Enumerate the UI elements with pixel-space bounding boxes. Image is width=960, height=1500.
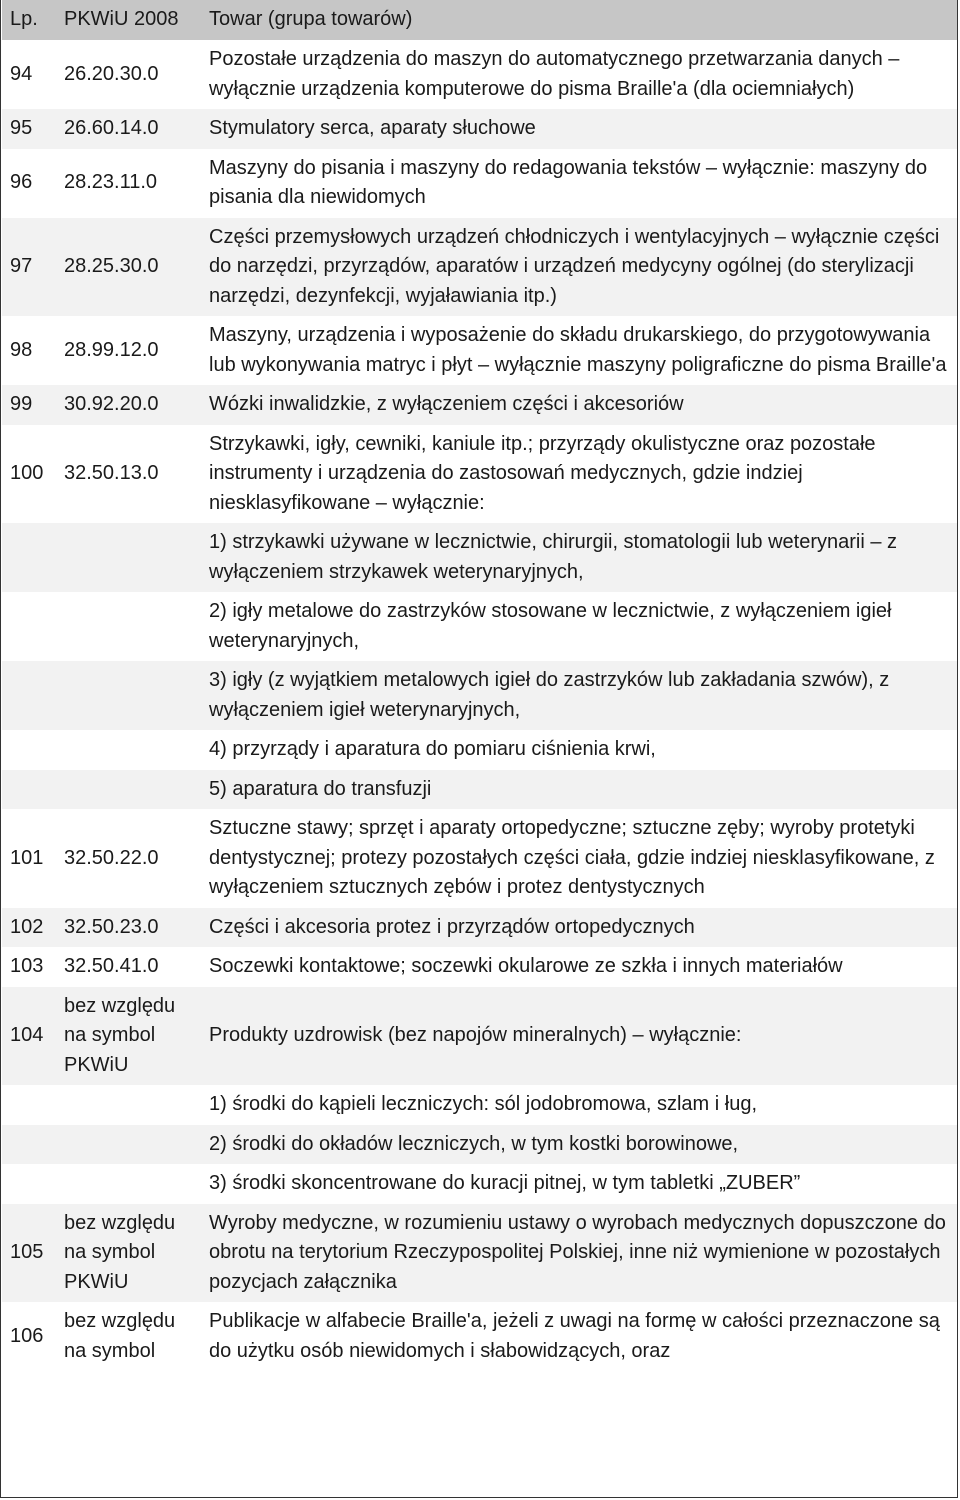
row-lp [2, 730, 56, 770]
row-pkwiu-code: bez względu na symbol PKWiU [56, 987, 201, 1086]
table-row [2, 1085, 958, 1125]
row-pkwiu-code: 26.20.30.0 [56, 40, 201, 109]
row-pkwiu-code: 28.23.11.0 [56, 149, 201, 218]
row-goods-description: Soczewki kontaktowe; soczewki okularowe ze szkła i innych materiałów [201, 947, 958, 987]
row-goods-description: 4) przyrządy i aparatura do pomiaru ciśnienia krwi, [201, 730, 958, 770]
table-row [2, 1302, 958, 1371]
table-row [2, 770, 958, 810]
table-row [2, 947, 958, 987]
row-lp: 95 [2, 109, 56, 149]
row-lp: 94 [2, 40, 56, 109]
row-goods-description: 1) strzykawki używane w lecznictwie, chirurgii, stomatologii lub weterynarii – z wyłączeniem strzykawek weterynaryjnych, [201, 523, 958, 592]
row-pkwiu-code: 28.99.12.0 [56, 316, 201, 385]
table-row [2, 592, 958, 661]
table-row [2, 149, 958, 218]
table-row [2, 908, 958, 948]
row-goods-description: Strzykawki, igły, cewniki, kaniule itp.; przyrządy okulistyczne oraz pozostałe instrumenty i urządzenia do zastosowań medycznych, gdzie indziej niesklasyfikowane – wyłącznie: [201, 425, 958, 524]
row-lp: 102 [2, 908, 56, 948]
row-lp [2, 1085, 56, 1125]
row-pkwiu-code: 30.92.20.0 [56, 385, 201, 425]
row-pkwiu-code [56, 730, 201, 770]
row-pkwiu-code [56, 1125, 201, 1165]
row-pkwiu-code: 32.50.23.0 [56, 908, 201, 948]
row-pkwiu-code [56, 592, 201, 661]
row-goods-description: Części i akcesoria protez i przyrządów ortopedycznych [201, 908, 958, 948]
row-goods-description: Wyroby medyczne, w rozumieniu ustawy o wyrobach medycznych dopuszczone do obrotu na terytorium Rzeczypospolitej Polskiej, inne niż wymienione w pozostałych pozycjach załącznika [201, 1204, 958, 1303]
row-lp: 105 [2, 1204, 56, 1303]
row-lp [2, 523, 56, 592]
row-pkwiu-code [56, 523, 201, 592]
row-lp: 106 [2, 1302, 56, 1371]
table-row [2, 1164, 958, 1204]
row-goods-description: Maszyny do pisania i maszyny do redagowania tekstów – wyłącznie: maszyny do pisania dla niewidomych [201, 149, 958, 218]
row-lp [2, 661, 56, 730]
table-row [2, 1125, 958, 1165]
table-row [2, 109, 958, 149]
row-goods-description: Części przemysłowych urządzeń chłodniczych i wentylacyjnych – wyłącznie części do narzędzi, przyrządów, aparatów i urządzeń medycyny ogólnej (do sterylizacji narzędzi, dezynfekcji, wyjaławiania itp.) [201, 218, 958, 317]
row-goods-description: Publikacje w alfabecie Braille'a, jeżeli z uwagi na formę w całości przeznaczone są do użytku osób niewidomych i słabowidzących, oraz [201, 1302, 958, 1371]
table-row [2, 809, 958, 908]
row-goods-description: Sztuczne stawy; sprzęt i aparaty ortopedyczne; sztuczne zęby; wyroby protetyki dentystycznej; protezy pozostałych części ciała, gdzie indziej niesklasyfikowane, z wyłączeniem sztucznych zębów i protez dentystycznych [201, 809, 958, 908]
row-pkwiu-code: bez względu na symbol PKWiU [56, 1204, 201, 1303]
row-goods-description: Stymulatory serca, aparaty słuchowe [201, 109, 958, 149]
row-goods-description: 3) środki skoncentrowane do kuracji pitnej, w tym tabletki „ZUBER” [201, 1164, 958, 1204]
table-row [2, 316, 958, 385]
row-goods-description: 3) igły (z wyjątkiem metalowych igieł do zastrzyków lub zakładania szwów), z wyłączeniem igieł weterynaryjnych, [201, 661, 958, 730]
row-goods-description: 5) aparatura do transfuzji [201, 770, 958, 810]
row-goods-description: Pozostałe urządzenia do maszyn do automatycznego przetwarzania danych – wyłącznie urządzenia komputerowe do pisma Braille'a (dla ociemniałych) [201, 40, 958, 109]
row-goods-description: Produkty uzdrowisk (bez napojów mineralnych) – wyłącznie: [201, 987, 958, 1086]
row-lp: 101 [2, 809, 56, 908]
header-lp: Lp. [10, 8, 38, 31]
row-pkwiu-code [56, 770, 201, 810]
row-lp [2, 1125, 56, 1165]
row-pkwiu-code: bez względu na symbol [56, 1302, 201, 1371]
table-row [2, 425, 958, 524]
row-pkwiu-code: 28.25.30.0 [56, 218, 201, 317]
row-pkwiu-code: 26.60.14.0 [56, 109, 201, 149]
row-lp [2, 770, 56, 810]
table-row [2, 987, 958, 1086]
row-lp: 99 [2, 385, 56, 425]
row-lp: 103 [2, 947, 56, 987]
row-goods-description: Maszyny, urządzenia i wyposażenie do składu drukarskiego, do przygotowywania lub wykonywania matryc i płyt – wyłącznie maszyny poligraficzne do pisma Braille'a [201, 316, 958, 385]
row-pkwiu-code: 32.50.22.0 [56, 809, 201, 908]
row-goods-description: 2) środki do okładów leczniczych, w tym kostki borowinowe, [201, 1125, 958, 1165]
row-lp: 104 [2, 987, 56, 1086]
row-lp [2, 592, 56, 661]
header-towar: Towar (grupa towarów) [209, 8, 413, 31]
table-row [2, 730, 958, 770]
header-pkwiu: PKWiU 2008 [64, 8, 179, 31]
row-goods-description: 1) środki do kąpieli leczniczych: sól jodobromowa, szlam i ług, [201, 1085, 958, 1125]
row-pkwiu-code: 32.50.41.0 [56, 947, 201, 987]
row-pkwiu-code [56, 661, 201, 730]
table-row [2, 40, 958, 109]
row-lp: 96 [2, 149, 56, 218]
table-body [2, 40, 958, 1371]
table-header-row [2, 0, 958, 40]
table-row [2, 523, 958, 592]
table-row [2, 1204, 958, 1303]
row-pkwiu-code [56, 1085, 201, 1125]
table-row [2, 218, 958, 317]
goods-table [2, 0, 958, 1371]
row-lp: 100 [2, 425, 56, 524]
row-goods-description: Wózki inwalidzkie, z wyłączeniem części i akcesoriów [201, 385, 958, 425]
row-pkwiu-code: 32.50.13.0 [56, 425, 201, 524]
table-row [2, 385, 958, 425]
row-pkwiu-code [56, 1164, 201, 1204]
table-row [2, 661, 958, 730]
row-lp [2, 1164, 56, 1204]
row-goods-description: 2) igły metalowe do zastrzyków stosowane w lecznictwie, z wyłączeniem igieł weterynaryjnych, [201, 592, 958, 661]
row-lp: 97 [2, 218, 56, 317]
row-lp: 98 [2, 316, 56, 385]
